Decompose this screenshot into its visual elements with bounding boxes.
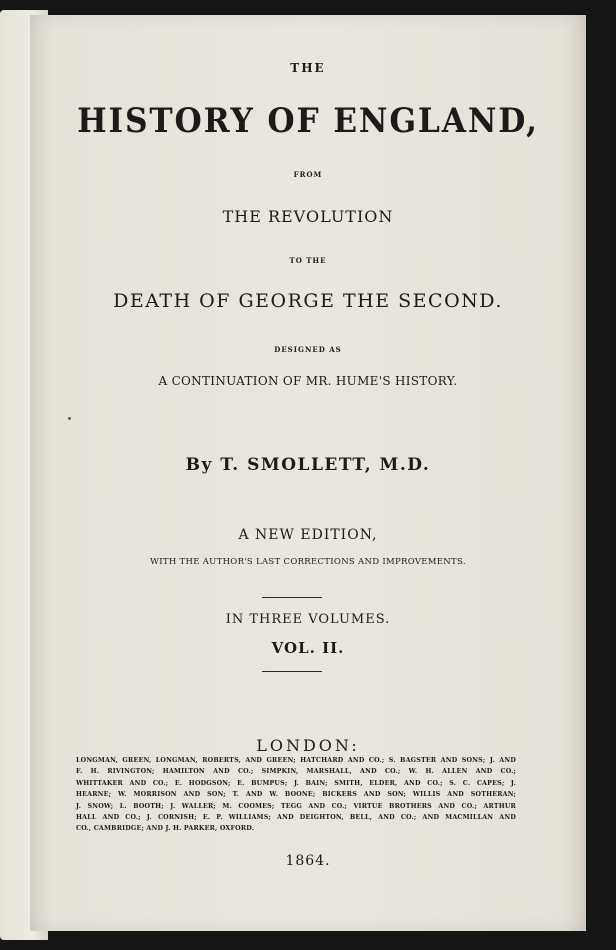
imprint-line: WHITTAKER AND CO.; E. HODGSON; E. BUMPUS; J. BAIN; SMITH, ELDER, AND CO.; S. C. CAPES; J. (76, 779, 516, 787)
imprint-line: LONGMAN, GREEN, LONGMAN, ROBERTS, AND GREEN; HATCHARD AND CO.; S. BAGSTER AND SONS; J. AND (76, 757, 516, 764)
publication-year: 1864. (285, 853, 331, 869)
volume-number: VOL. II. (271, 639, 345, 657)
title-page (30, 15, 586, 931)
publisher-imprint (76, 755, 516, 835)
title-to-the: TO THE (289, 256, 327, 265)
corrections-line: WITH THE AUTHOR'S LAST CORRECTIONS AND IMPROVEMENTS. (150, 557, 466, 567)
divider-rule-bottom (262, 671, 322, 672)
title-revolution: THE REVOLUTION (222, 207, 394, 226)
title-from: FROM (293, 170, 323, 179)
place-of-publication: LONDON: (256, 736, 360, 755)
main-title: HISTORY OF ENGLAND, (77, 101, 539, 141)
title-death: DEATH OF GEORGE THE SECOND. (113, 290, 503, 312)
imprint-line: HEARNE; W. MORRISON AND SON; T. AND W. BOONE; BICKERS AND SON; WILLIS AND SOTHERAN; (76, 791, 516, 799)
imprint-line: CO., CAMBRIDGE; AND J. H. PARKER, OXFORD. (76, 825, 255, 833)
title-the: THE (290, 61, 326, 75)
author-line: By T. SMOLLETT, M.D. (185, 455, 431, 475)
volumes-line: IN THREE VOLUMES. (225, 612, 391, 627)
designed-as: DESIGNED AS (274, 345, 342, 354)
imprint-line: F. H. RIVINGTON; HAMILTON AND CO.; SIMPKIN, MARSHALL, AND CO.; W. H. ALLEN AND CO.; (76, 768, 516, 776)
continuation-line: A CONTINUATION OF MR. HUME'S HISTORY. (158, 374, 458, 388)
imprint-line: HALL AND CO.; J. CORNISH; E. P. WILLIAMS; AND DEIGHTON, BELL, AND CO.; AND MACMILLAN AND (76, 814, 516, 822)
imprint-line: J. SNOW; L. BOOTH; J. WALLER; M. COOMES; TEGG AND CO.; VIRTUE BROTHERS AND CO.; ARTHUR (76, 802, 516, 810)
divider-rule-top (262, 597, 322, 598)
edition-line: A NEW EDITION, (238, 527, 378, 543)
foxing-spot (68, 417, 71, 420)
